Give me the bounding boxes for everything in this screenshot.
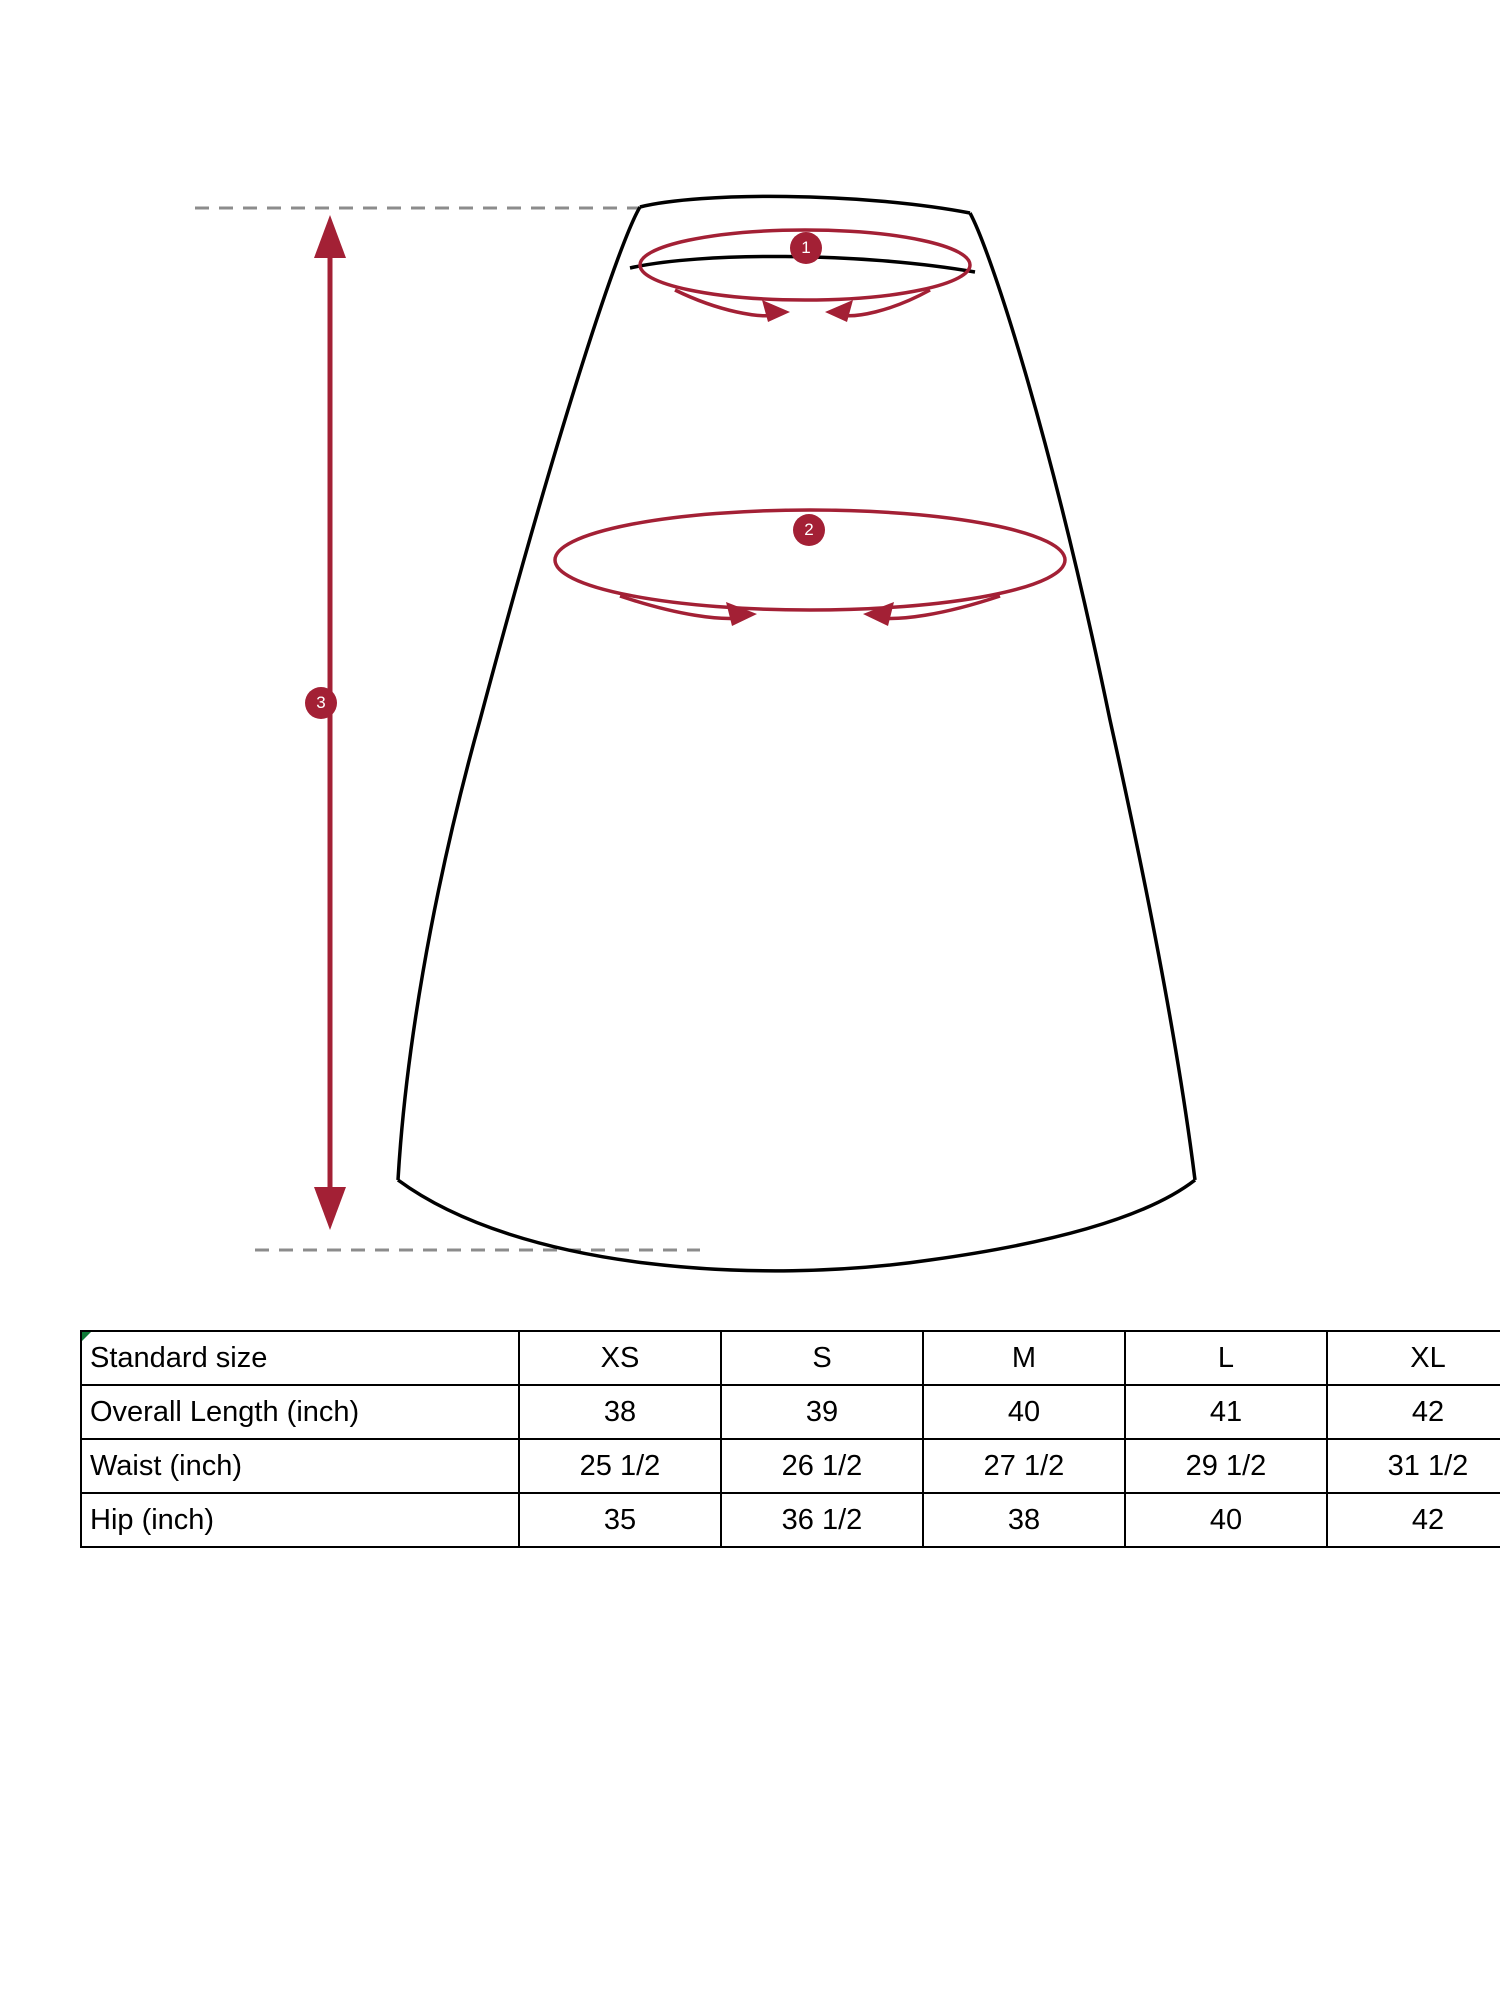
cell-overall-length-xs: 38 bbox=[519, 1385, 721, 1439]
cell-waist-s: 26 1/2 bbox=[721, 1439, 923, 1493]
table-header-row bbox=[81, 1331, 1500, 1385]
table-header-l: L bbox=[1125, 1331, 1327, 1385]
cell-overall-length-m: 40 bbox=[923, 1385, 1125, 1439]
cell-hip-l: 40 bbox=[1125, 1493, 1327, 1547]
length-dimension-arrow bbox=[314, 215, 346, 1230]
cell-hip-xs: 35 bbox=[519, 1493, 721, 1547]
skirt-outline bbox=[398, 196, 1195, 1270]
table-header-label: Standard size bbox=[81, 1331, 519, 1385]
callout-marker-3: 3 bbox=[305, 687, 337, 719]
cell-waist-m: 27 1/2 bbox=[923, 1439, 1125, 1493]
row-label-hip: Hip (inch) bbox=[81, 1493, 519, 1547]
table-row bbox=[81, 1385, 1500, 1439]
table-header-xl: XL bbox=[1327, 1331, 1500, 1385]
cell-overall-length-xl: 42 bbox=[1327, 1385, 1500, 1439]
cell-hip-m: 38 bbox=[923, 1493, 1125, 1547]
cell-waist-xs: 25 1/2 bbox=[519, 1439, 721, 1493]
cell-hip-s: 36 1/2 bbox=[721, 1493, 923, 1547]
callout-marker-2: 2 bbox=[793, 514, 825, 546]
size-table bbox=[80, 1330, 1500, 1548]
table-row bbox=[81, 1493, 1500, 1547]
table-header-xs: XS bbox=[519, 1331, 721, 1385]
table-row bbox=[81, 1439, 1500, 1493]
size-table-container bbox=[80, 1330, 1469, 1548]
cell-waist-l: 29 1/2 bbox=[1125, 1439, 1327, 1493]
cell-overall-length-l: 41 bbox=[1125, 1385, 1327, 1439]
cell-hip-xl: 42 bbox=[1327, 1493, 1500, 1547]
cell-waist-xl: 31 1/2 bbox=[1327, 1439, 1500, 1493]
cell-overall-length-s: 39 bbox=[721, 1385, 923, 1439]
row-label-waist: Waist (inch) bbox=[81, 1439, 519, 1493]
row-label-overall-length: Overall Length (inch) bbox=[81, 1385, 519, 1439]
callout-marker-1: 1 bbox=[790, 232, 822, 264]
comment-flag-icon bbox=[82, 1332, 91, 1341]
table-header-m: M bbox=[923, 1331, 1125, 1385]
table-header-s: S bbox=[721, 1331, 923, 1385]
